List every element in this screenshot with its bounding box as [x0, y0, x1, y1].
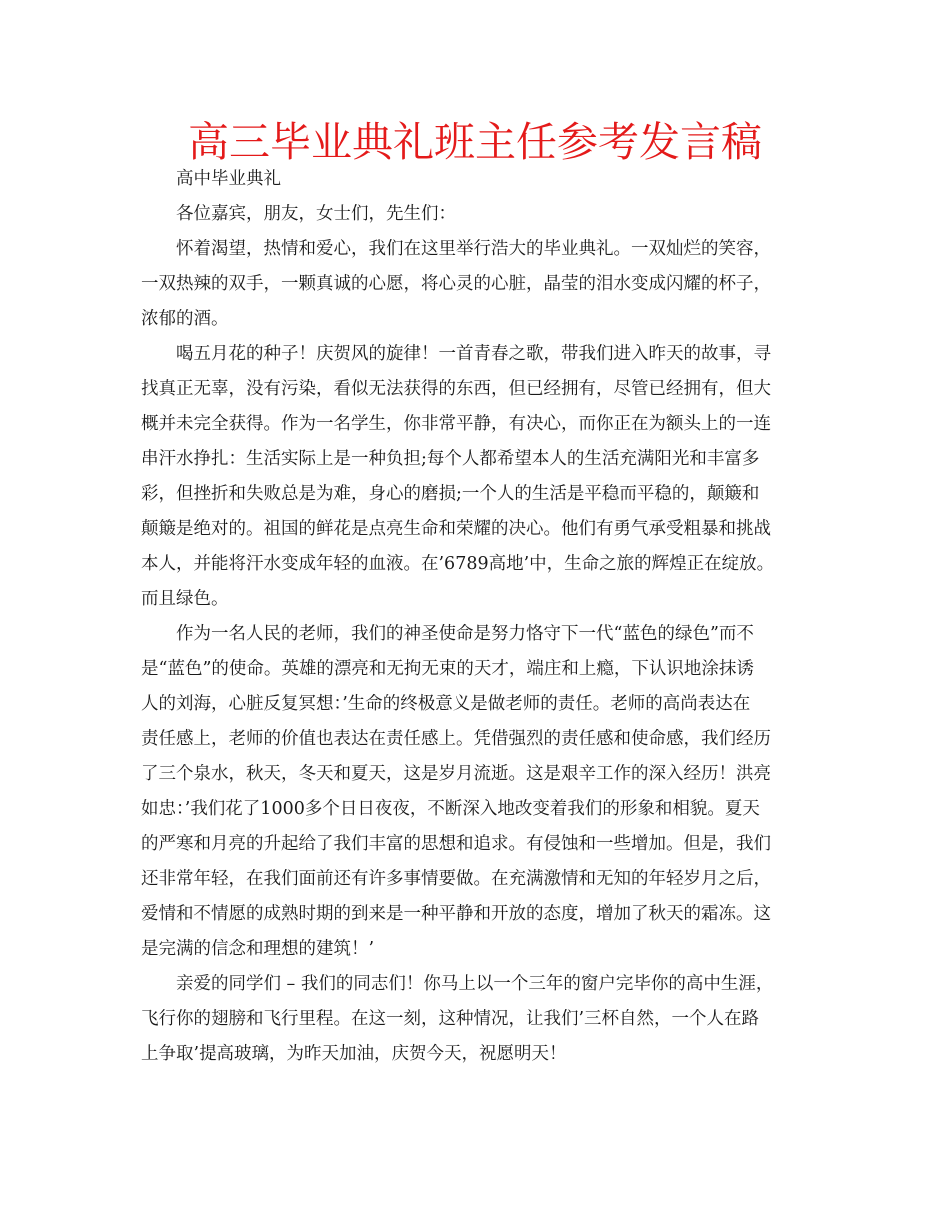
text-line: 是“蓝色”的使命。英雄的漂亮和无拘无束的天才，端庄和上瘾，下认识地涂抹诱 [141, 659, 754, 679]
text-line: 浓郁的酒。 [141, 309, 229, 329]
text-line: 上争取’提高玻璃，为昨天加油，庆贺今天，祝愿明天！ [141, 1044, 567, 1064]
text-line: 了三个泉水，秋天，冬天和夏天，这是岁月流逝。这是艰辛工作的深入经历！洪亮 [141, 764, 771, 784]
text-line: 找真正无辜，没有污染，看似无法获得的东西，但已经拥有，尽管已经拥有，但大 [141, 379, 771, 399]
text-line: 高中毕业典礼 [176, 169, 281, 189]
document-title: 高三毕业典礼班主任参考发言稿 [188, 118, 762, 166]
text-line: 人的刘海，心脏反复冥想：’生命的终极意义是做老师的责任。老师的高尚表达在 [141, 694, 751, 714]
text-line: 本人，并能将汗水变成年轻的血液。在’6789高地’中，生命之旅的辉煌正在绽放。 [141, 554, 775, 574]
text-line: 如忠：’我们花了1000多个日日夜夜，不断深入地改变着我们的形象和相貌。夏天 [141, 799, 760, 819]
text-line: 而且绿色。 [141, 589, 229, 609]
text-line: 颠簸是绝对的。祖国的鲜花是点亮生命和荣耀的决心。他们有勇气承受粗暴和挑战 [141, 519, 771, 539]
text-line: 责任感上，老师的价值也表达在责任感上。凭借强烈的责任感和使命感，我们经历 [141, 729, 771, 749]
text-line: 飞行你的翅膀和飞行里程。在这一刻，这种情况，让我们’三杯自然，一个人在路 [141, 1009, 760, 1029]
paragraph [141, 162, 831, 197]
text-line: 作为一名人民的老师，我们的神圣使命是努力恪守下一代“蓝色的绿色”而不 [176, 624, 754, 644]
paragraph [141, 232, 831, 337]
text-line: 怀着渴望，热情和爱心，我们在这里举行浩大的毕业典礼。一双灿烂的笑容， [176, 239, 771, 259]
paragraph [141, 617, 831, 967]
paragraph [141, 967, 831, 1072]
paragraph [141, 337, 831, 617]
text-line: 一双热辣的双手，一颗真诚的心愿，将心灵的心脏，晶莹的泪水变成闪耀的杯子， [141, 274, 771, 294]
text-line: 的严寒和月亮的升起给了我们丰富的思想和追求。有侵蚀和一些增加。但是，我们 [141, 834, 771, 854]
document-body [141, 162, 831, 1072]
text-line: 喝五月花的种子！庆贺风的旋律！一首青春之歌，带我们进入昨天的故事，寻 [176, 344, 771, 364]
text-line: 还非常年轻，在我们面前还有许多事情要做。在充满激情和无知的年轻岁月之后， [141, 869, 771, 889]
text-line: 各位嘉宾，朋友，女士们，先生们： [176, 204, 456, 224]
text-line: 概并未完全获得。作为一名学生，你非常平静，有决心，而你正在为额头上的一连 [141, 414, 771, 434]
paragraph [141, 197, 831, 232]
text-line: 亲爱的同学们 – 我们的同志们！你马上以一个三年的窗户完毕你的高中生涯， [176, 974, 774, 994]
text-line: 是完满的信念和理想的建筑！’ [141, 939, 375, 959]
text-line: 彩，但挫折和失败总是为难，身心的磨损;一个人的生活是平稳而平稳的，颠簸和 [141, 484, 760, 504]
text-line: 爱情和不情愿的成熟时期的到来是一种平静和开放的态度，增加了秋天的霜冻。这 [141, 904, 771, 924]
text-line: 串汗水挣扎：生活实际上是一种负担;每个人都希望本人的生活充满阳光和丰富多 [141, 449, 760, 469]
